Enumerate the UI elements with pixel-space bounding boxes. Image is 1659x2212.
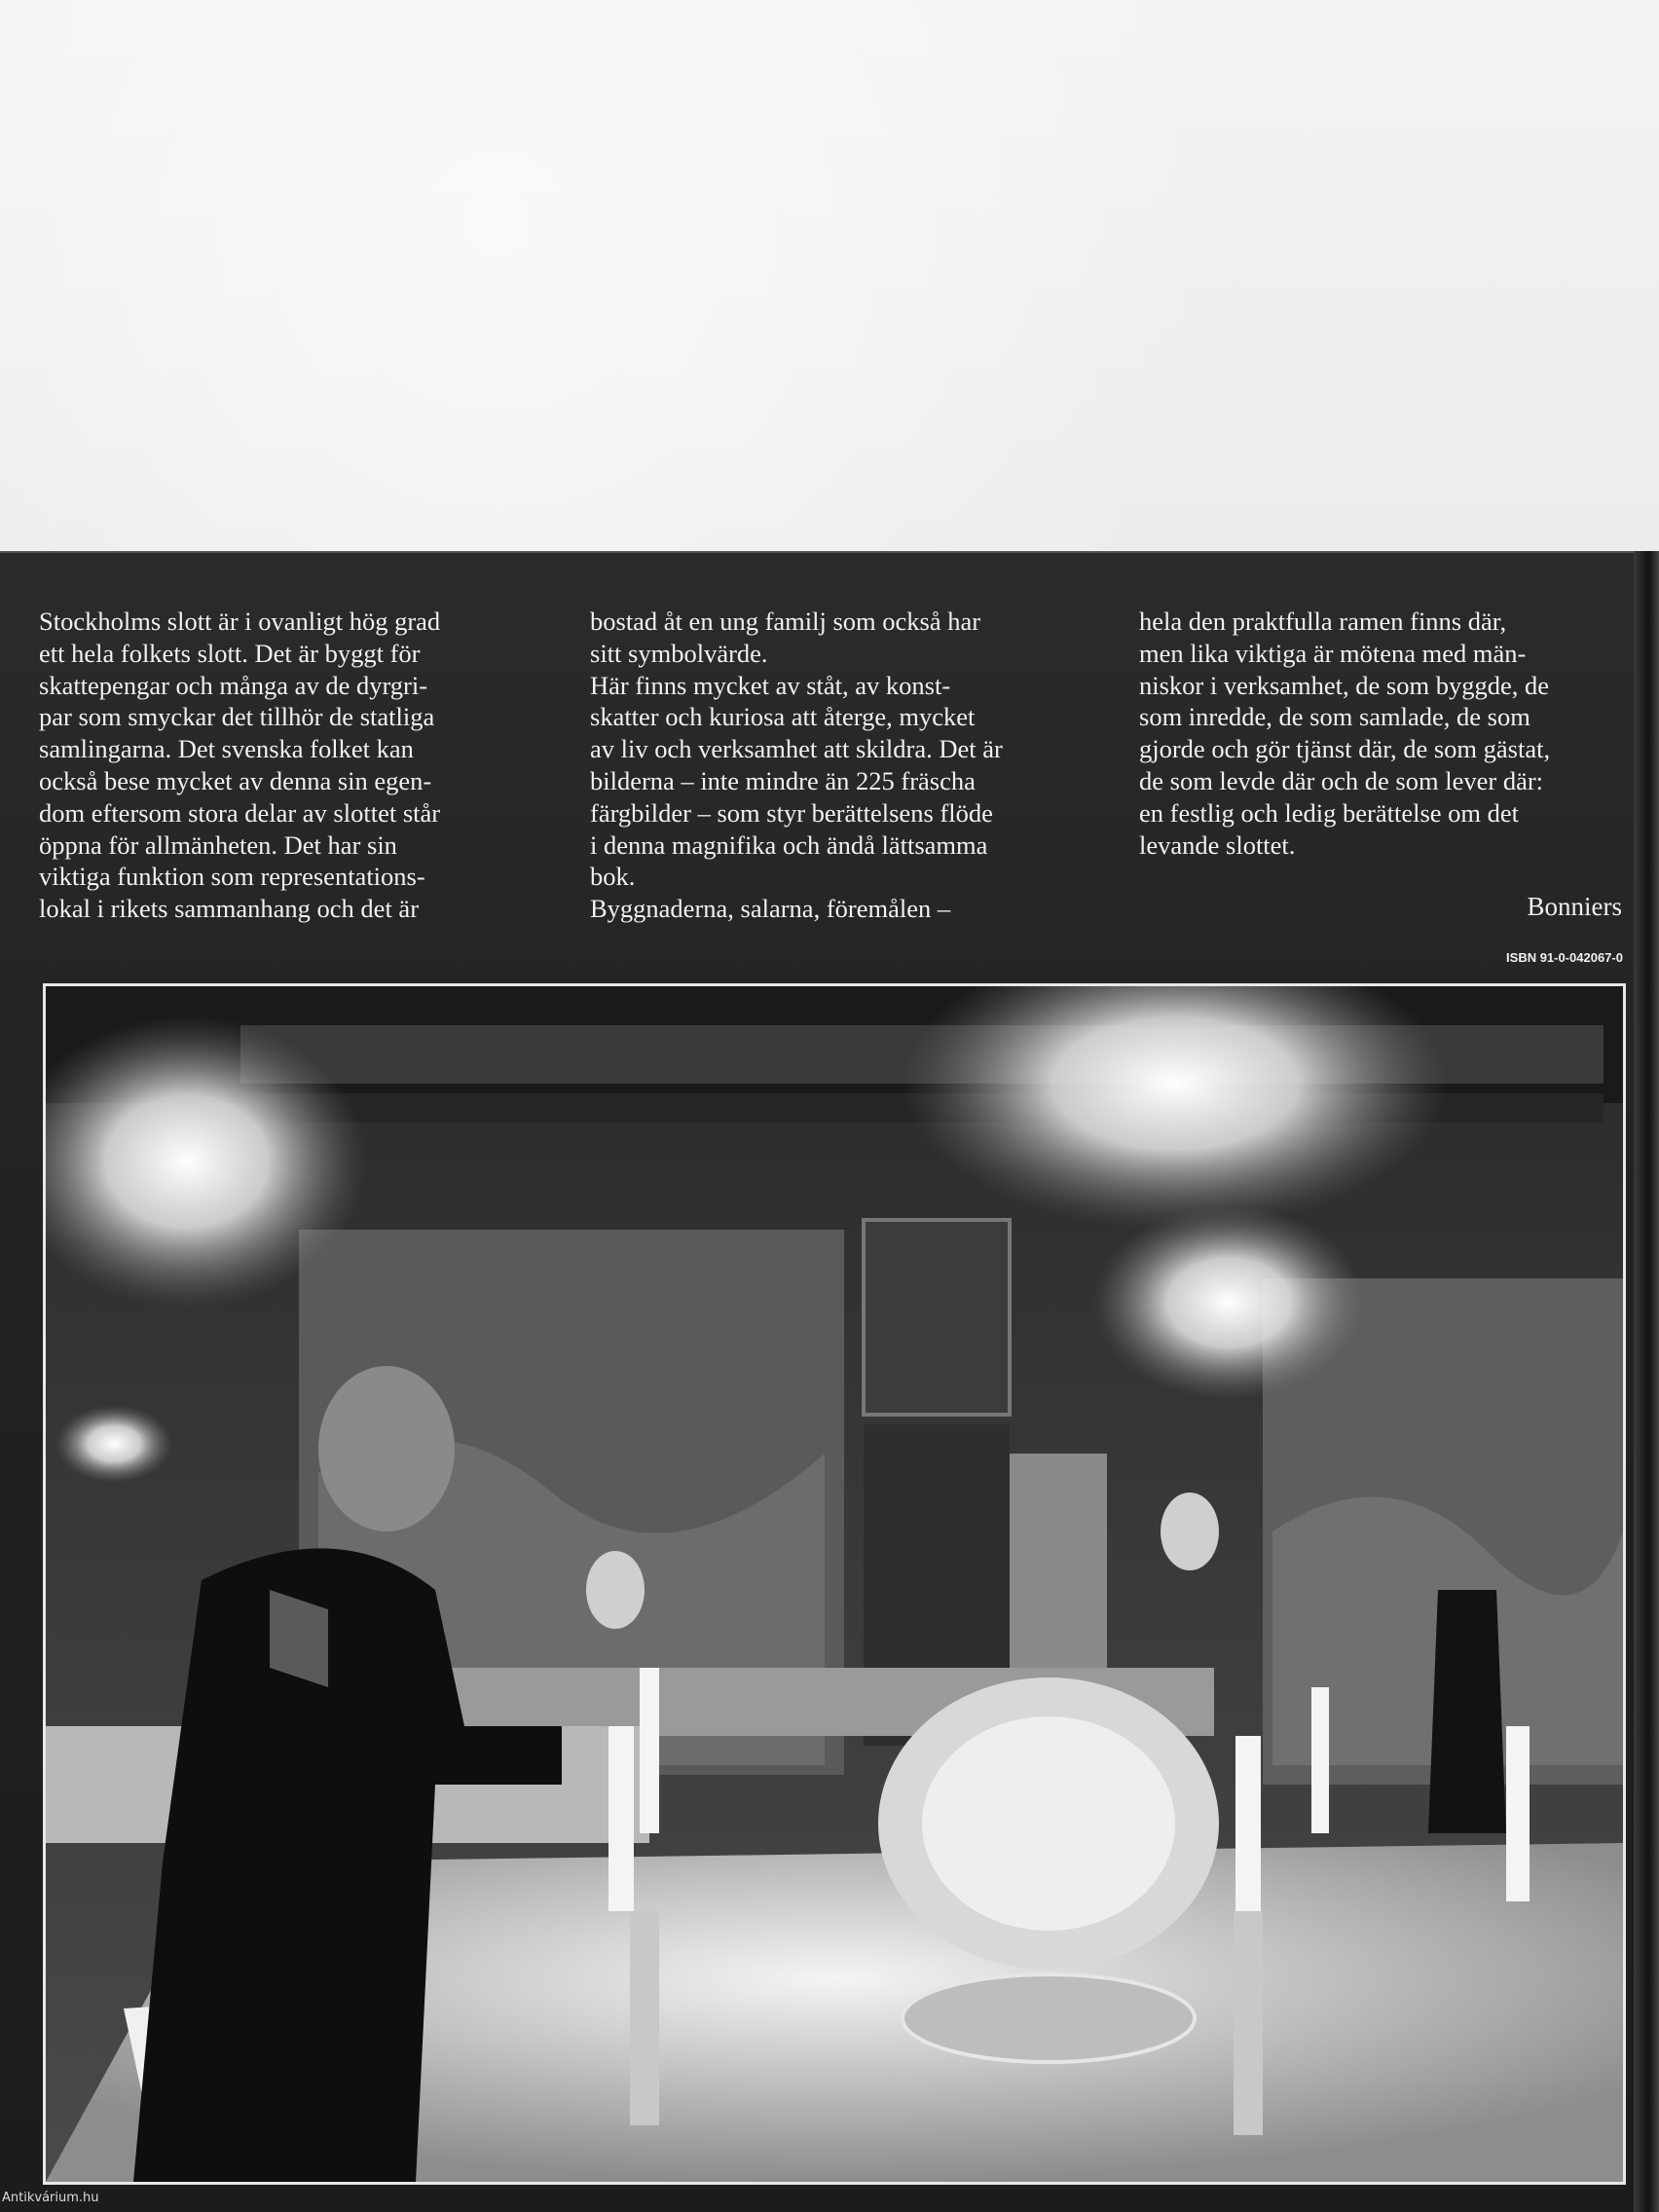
- banquet-hall-photo: [46, 986, 1623, 2182]
- book-spine: [1634, 551, 1659, 2212]
- publisher-name: Bonniers: [1527, 892, 1622, 921]
- isbn-number: ISBN 91-0-042067-0: [1506, 950, 1623, 965]
- blurb-column-2: bostad åt en ung familj som också har sitt symbolvärde. Här finns mycket av ståt, av konst- skatter och kuriosa att återge, mycket av liv och verksamhet att skildra. Det är bilderna – inte mindre än 225 fräscha färgbilder – som styr berättelsens flöde i denna magnifika och ändå lättsamma bok. Byggnaderna, salarna, föremålen –: [590, 607, 1003, 924]
- cover-photograph: [43, 983, 1626, 2185]
- blurb-column-1: Stockholms slott är i ovanligt hög grad ett hela folkets slott. Det är byggt för skattepengar och många av de dyrgri- par som smyckar det tillhör de statliga samlingarna. Det svenska folket kan också bese mycket av denna sin egen- dom eftersom stora delar av slottet står öppna för allmänheten. Det har sin viktiga funktion som representations- lokal i rikets sammanhang och det är: [39, 607, 441, 924]
- blurb-column-3: hela den praktfulla ramen finns där, men lika viktiga är mötena med män- niskor i verksamhet, de som byggde, de som inredde, de som samlade, de som gjorde och gör tjänst där, de som gästat, de som levde där och de som lever där: en festlig och ledig berättelse om det levande slottet.: [1139, 607, 1551, 860]
- watermark: Antikvárium.hu: [2, 2191, 99, 2205]
- paper-background: [0, 0, 1659, 555]
